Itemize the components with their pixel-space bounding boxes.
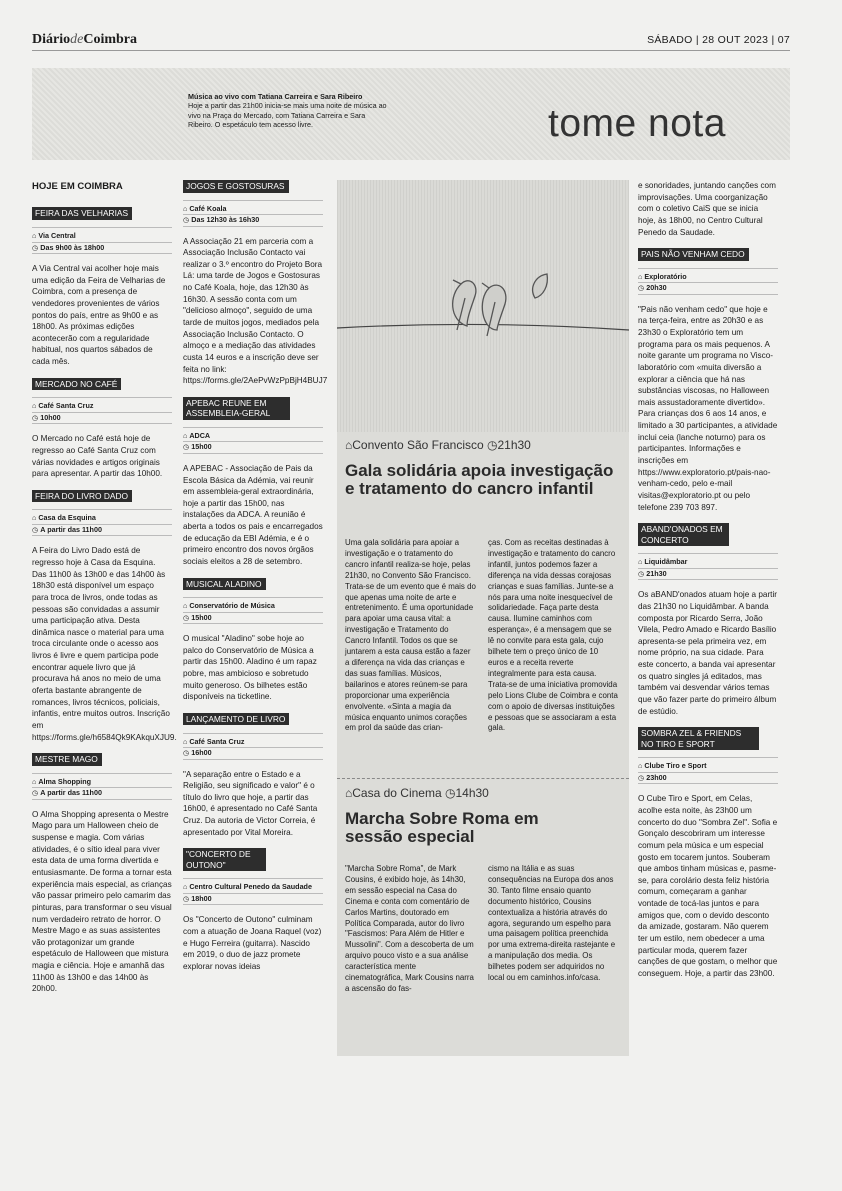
event-block <box>638 517 778 717</box>
event-text: A APEBAC - Associação de Pais da Escola Básica da Adémia, vai reunir em assembleia-geral extraordinária, hoje a partir das 15h00, nas instalações da ADCA. A reunião é aberta a todos os pais e encarregados de educação da EBI Adémia, e é o primeiro encontro dos novos órgãos sociais eleitos a 28 de setembro. <box>183 463 323 566</box>
event-tag: MESTRE MAGO <box>32 753 102 766</box>
clock-icon: ◷ <box>183 748 190 758</box>
event-text: O Cube Tiro e Sport, em Celas, acolhe esta noite, às 23h00 um concerto do duo "Sombra Zel". Sofia e Gonçalo descobriram um interesse comum pela música e um especial gosto em tocarem juntos. Souberam que ambos tinham músicas e, pasme-se, para corolário desta feliz história comum, começaram a ganhar vontade de tocá-las juntos e para amigos que, com o devido desconto da amizade, gostaram. Não querem ter um estilo, nem obedecer a uma particular moda, querem fazer canções de que gostam, o melhor que conseguem. Hoje, a partir das 23h00. <box>638 794 778 978</box>
event-time <box>32 243 172 254</box>
event-block <box>32 747 172 995</box>
event-block <box>32 484 177 743</box>
event-place <box>32 777 172 788</box>
event-tag: "CONCERTO DE OUTONO" <box>183 848 266 871</box>
section-heading: HOJE EM COIMBRA <box>32 181 123 192</box>
masthead-title-b: Coimbra <box>83 32 137 47</box>
event-tag: ABAND'ONADOS EM CONCERTO <box>638 523 729 546</box>
clock-icon: ◷ <box>32 788 39 798</box>
event-place-text: Café Santa Cruz <box>189 736 245 746</box>
home-icon: ⌂ <box>32 231 37 241</box>
birds-on-wire-icon <box>337 180 629 432</box>
feature2-column-a: "Marcha Sobre Roma", de Mark Cousins, é exibido hoje, às 14h30, em sessão especial na Casa do Cinema e conta com comentário de Carlos Martins, doutorado em Política Comparada, autor do livro "Fascismos: Para Além de Hitler e Mussolini". Com a descoberta de um arquivo pouco visto e a sua análise característica mente cinematográfica, Mark Cousins narra a ascensão do fas- <box>345 864 474 993</box>
home-icon: ⌂ <box>183 736 188 746</box>
event-time <box>183 442 323 453</box>
clock-icon: ◷ <box>638 568 645 578</box>
event-tag: MUSICAL ALADINO <box>183 578 266 591</box>
event-meta <box>638 268 778 295</box>
event-block <box>638 242 778 513</box>
feature1-meta <box>345 438 531 452</box>
event-meta <box>638 757 778 784</box>
event-text: O Mercado no Café está hoje de regresso ao Café Santa Cruz com várias novidades e artigos originais para apresentar. A partir das 10h00. <box>32 434 163 479</box>
home-icon: ⌂ <box>638 557 643 567</box>
event-text: O Alma Shopping apresenta o Mestre Mago para um Halloween cheio de suspense e magia. Com várias atividades, é o sítio ideal para viver esta data de uma forma divertida e entusiasmante. De forma a tornar esta experiência mais especial, as crianças vão passar primeiro pelo camarim das pinturas, para transformar o seu visual num verdadeiro retrato de horror. O Mestre Mago e as suas assistentes vão protagonizar um grande espetáculo de Halloween que mistura magia e ciência. Hoje e amanhã das 11h00 às 13h00 e das 14h00 às 20h00. <box>32 809 172 994</box>
clock-icon: ◷ <box>638 283 645 293</box>
event-tag: JOGOS E GOSTOSURAS <box>183 180 289 193</box>
event-time-text: A partir das 11h00 <box>40 788 102 798</box>
feature-divider <box>337 778 629 779</box>
event-place <box>183 204 323 215</box>
event-time <box>32 413 172 424</box>
event-place-text: Conservatório de Música <box>189 601 275 611</box>
feature2-title: Marcha Sobre Roma em sessão especial <box>345 809 539 846</box>
event-tag: LANÇAMENTO DE LIVRO <box>183 713 289 726</box>
masthead-title <box>32 32 137 48</box>
band-text <box>188 92 388 129</box>
event-meta <box>32 773 172 800</box>
event-place-text: Exploratório <box>644 271 687 281</box>
band-body: Hoje a partir das 21h00 inicia-se mais uma noite de música ao vivo na Praça do Mercado, com Tatiana Carreira e Sara Ribeiro. O espetáculo tem acesso livre. <box>188 101 387 130</box>
masthead-title-de: de <box>70 32 84 47</box>
event-text: "Pais não venham cedo" que hoje e na terça-feira, entre as 20h30 e as 23h30 o Exploratório tem um programa para os mais pequenos. A noite garante um programa no Visco-laboratório com «muita diversão a explorar a ciência que há nas substâncias viscosas, no Halloween mais assustadoramente divertido». Para crianças dos 6 aos 14 anos, e limitado a 30 participantes, a atividade inclui ceia (lanche noturno) para os participantes. Informações e inscrições em https://www.exploratorio.pt/pais-nao-venham-cedo, pelo e-mail visitas@exploratorio.pt ou pelo telefone 239 703 897. <box>638 304 778 512</box>
event-block <box>32 201 172 367</box>
home-icon: ⌂ <box>32 776 37 786</box>
birds-illustration <box>337 180 629 432</box>
home-icon: ⌂ <box>345 786 353 800</box>
feature1-title: Gala solidária apoia investigação e tratamento do cancro infantil <box>345 461 614 498</box>
feature1-time: 21h30 <box>497 438 531 452</box>
event-text: A Via Central vai acolher hoje mais uma edição da Feira de Velharias de Coimbra, com a presença de vendedores provenientes de vários pontos do país, entre as 9h00 e as 18h00. As próximas edições acontecerão com a regularidade habitual, nos quartos sábados de cada mês. <box>32 264 166 367</box>
event-time-text: Das 12h30 às 16h30 <box>191 215 260 225</box>
feature2-place: Casa do Cinema <box>352 786 442 800</box>
event-time-text: 21h30 <box>646 568 667 578</box>
event-place-text: Casa da Esquina <box>38 513 96 523</box>
event-place <box>183 601 323 612</box>
event-time-text: 18h00 <box>191 893 212 903</box>
event-tag: MERCADO NO CAFÉ <box>32 378 121 391</box>
event-text: A Associação 21 em parceria com a Associação Inclusão Contacto vai realizar o 3.º encontro do Projeto Bora Lá: uma tarde de Jogos e Gostosuras no Café Koala, hoje, das 12h30 às 16h30. A sessão conta com um "delicioso almoço", seguido de uma tarde de muitos jogos, mediados pela Associação Inclusão Contacto. O almoço e a mediação das atividades custa 14 euros e a inscrição deve ser feita no link: https://forms.gle/2AePvWzPpBjH4BUJ7 <box>183 236 328 386</box>
event-time <box>183 748 323 759</box>
event-place-text: Clube Tiro e Sport <box>644 761 707 771</box>
event-time <box>183 613 323 624</box>
feature2-meta <box>345 786 489 800</box>
feature2-column-b: cismo na Itália e as suas consequências na Europa dos anos 30. Tanto filme ensaio quanto documento histórico, Cousins contextualiza a história através do agora, segurando um espelho para uma paisagem política preenchida por uma extrema-direita rastejante e a manipulação dos media. Os bilhetes podem ser adquiridos no local ou em caminhos.info/casa. <box>488 864 616 983</box>
feature1-column-b: ças. Com as receitas destinadas à investigação e tratamento do cancro infantil, juntos podemos fazer a diferença na vida dessas corajosas crianças e suas famílias. Junte-se a nós para uma noite inesquecível de solidariedade. Faça parte desta causa. Ilumine caminhos com esperança», é a mensagem que se lê no convite para esta gala, cujo bilhete tem o preço único de 10 euros e a receita reverte integralmente para esta causa. Trata-se de uma iniciativa promovida pelo Lions Clube de Coimbra e conta com o apoio de diversas instituições e pessoas que se associaram a esta gala. <box>488 538 618 733</box>
feature1-place: Convento São Francisco <box>352 438 484 452</box>
event-meta <box>183 597 323 624</box>
event-time <box>638 283 778 294</box>
event-place-text: Liquidâmbar <box>644 557 688 567</box>
event-place <box>638 761 778 772</box>
event-time-text: 20h30 <box>646 283 667 293</box>
event-place <box>32 401 172 412</box>
event-place <box>183 431 323 442</box>
event-place <box>183 882 323 893</box>
clock-icon: ◷ <box>183 442 190 452</box>
event-text: "A separação entre o Estado e a Religião, seu significado e valor" é o título do livro que hoje, a partir das 16h00, é apresentado no Café Santa Cruz. Da autoria de Victor Correia, é apresentado por Vital Moreira. <box>183 769 318 837</box>
event-tag: PAIS NÃO VENHAM CEDO <box>638 248 749 261</box>
event-meta <box>32 509 172 536</box>
home-icon: ⌂ <box>183 203 188 213</box>
home-icon: ⌂ <box>183 882 188 892</box>
event-tag: FEIRA DO LIVRO DADO <box>32 490 132 503</box>
event-time-text: 15h00 <box>191 612 212 622</box>
home-icon: ⌂ <box>345 438 353 452</box>
event-block <box>183 707 323 838</box>
event-time-text: 23h00 <box>646 772 667 782</box>
event-text: Os "Concerto de Outono" culminam com a atuação de Joana Raquel (voz) e Hugo Ferreira (guitarra). Nascido em 2019, o duo de jazz promete explorar novas ideias <box>183 915 322 971</box>
column-1 <box>32 180 177 999</box>
event-time <box>32 788 172 799</box>
event-meta <box>32 227 172 254</box>
event-time-text: 15h00 <box>191 442 212 452</box>
clock-icon: ◷ <box>183 215 190 225</box>
clock-icon: ◷ <box>487 438 498 452</box>
event-place-text: Café Santa Cruz <box>38 401 94 411</box>
clock-icon: ◷ <box>32 242 39 252</box>
event-meta <box>183 427 323 454</box>
event-place <box>183 737 323 748</box>
home-icon: ⌂ <box>32 401 37 411</box>
column-5 <box>638 180 778 984</box>
continued-text: e sonoridades, juntando canções com improvisações. Uma coorganização com o coletivo CaiS que se inicia hoje, às 18h00, no Centro Cultural Penedo da Saudade. <box>638 181 776 237</box>
event-block <box>638 721 778 979</box>
clock-icon: ◷ <box>183 612 190 622</box>
event-time <box>32 525 172 536</box>
event-meta <box>638 553 778 580</box>
event-block <box>32 372 172 480</box>
event-time-text: 16h00 <box>191 748 212 758</box>
event-tag: FEIRA DAS VELHARIAS <box>32 207 132 220</box>
event-block <box>183 842 323 972</box>
event-text: O musical "Aladino" sobe hoje ao palco do Conservatório de Música a partir das 15h00. Aladino é um rapaz pobre, mas ambicioso e sobretudo muito generoso. Os bilhetes estão disponíveis na ticketline. <box>183 634 317 702</box>
clock-icon: ◷ <box>638 772 645 782</box>
feature2-time: 14h30 <box>455 786 489 800</box>
column-2 <box>183 180 328 977</box>
event-place-text: Alma Shopping <box>38 776 92 786</box>
event-block <box>183 572 323 703</box>
clock-icon: ◷ <box>183 893 190 903</box>
clock-icon: ◷ <box>444 786 456 800</box>
tome-nota-title: tome nota <box>548 102 726 145</box>
event-block <box>183 391 323 568</box>
event-text: Os aBAND'onados atuam hoje a partir das 21h30 no Liquidâmbar. A banda composta por Ricardo Serra, João Vilela, Pedro Amado e Ricardo Basílio apresenta-se pela primeira vez, em nome próprio, na sua cidade. Para este concerto, a banda vai apresentar os quatro singles já editados, mas também vai desvendar vários temas que vão fazer parte do primeiro álbum de estúdio. <box>638 590 778 716</box>
event-tag: APEBAC REUNE EM ASSEMBLEIA-GERAL <box>183 397 290 420</box>
band-heading: Música ao vivo com Tatiana Carreira e Sara Ribeiro <box>188 92 363 101</box>
home-icon: ⌂ <box>638 271 643 281</box>
event-time <box>183 894 323 905</box>
event-block <box>183 180 328 387</box>
event-place-text: Via Central <box>38 231 76 241</box>
event-place <box>32 513 172 524</box>
feature-panel <box>337 180 629 1056</box>
home-icon: ⌂ <box>183 430 188 440</box>
masthead-title-a: Diário <box>32 32 71 47</box>
home-icon: ⌂ <box>183 601 188 611</box>
event-tag: SOMBRA ZEL & FRIENDS NO TIRO E SPORT <box>638 727 759 750</box>
feature1-column-a: Uma gala solidária para apoiar a investigação e o tratamento do cancro infantil realiza-se hoje, pelas 21h30, no Convento São Francisco. Trata-se de um evento que é mais do que apenas uma noite de arte e entretenimento. É uma oportunidade para apoiar uma causa vital: a investigação e Tratamento do Cancro Infantil. Todos os que se juntarem a esta causa estão a fazer a diferença na vida das crianças e das suas famílias. Músicos, bailarinos e atores reúnem-se para proporcionar uma experiência envolvente. «Sinta a magia da música enquanto unimos corações em prol da saúde das crian- <box>345 538 476 733</box>
event-meta <box>183 733 323 760</box>
event-meta <box>183 200 323 227</box>
event-place <box>638 272 778 283</box>
event-place <box>638 557 778 568</box>
event-place-text: Café Koala <box>189 203 227 213</box>
clock-icon: ◷ <box>32 524 39 534</box>
event-time <box>638 569 778 580</box>
masthead-date: SÁBADO | 28 OUT 2023 | 07 <box>647 34 790 46</box>
event-time-text: Das 9h00 às 18h00 <box>40 242 105 252</box>
event-time-text: A partir das 11h00 <box>40 524 102 534</box>
home-icon: ⌂ <box>638 761 643 771</box>
event-meta <box>183 878 323 905</box>
event-time-text: 10h00 <box>40 412 61 422</box>
home-icon: ⌂ <box>32 513 37 523</box>
event-place <box>32 231 172 242</box>
event-place-text: Centro Cultural Penedo da Saudade <box>189 882 312 892</box>
masthead-rule <box>32 50 790 51</box>
event-place-text: ADCA <box>189 430 211 440</box>
event-time <box>183 215 323 226</box>
event-meta <box>32 397 172 424</box>
event-time <box>638 773 778 784</box>
clock-icon: ◷ <box>32 412 39 422</box>
event-text: A Feira do Livro Dado está de regresso hoje à Casa da Esquina. Das 11h00 às 13h00 e das 14h00 às 18h30 está disponível um espaço para troca de livros, onde todas as pessoas são convidadas a assumir uma participação ativa. Desta dinâmica nasce o material para uma troca circulante onde o acesso aos livros é livre e quem participa pode encontrar aquele livro que já procurava há anos no meio de uma oferta bastante abrangente de romances, livros técnicos, policiais, infantis, entre muitos outros. Inscrição em https://forms.gle/h6584Qk9KAkquXJU9. <box>32 546 177 742</box>
